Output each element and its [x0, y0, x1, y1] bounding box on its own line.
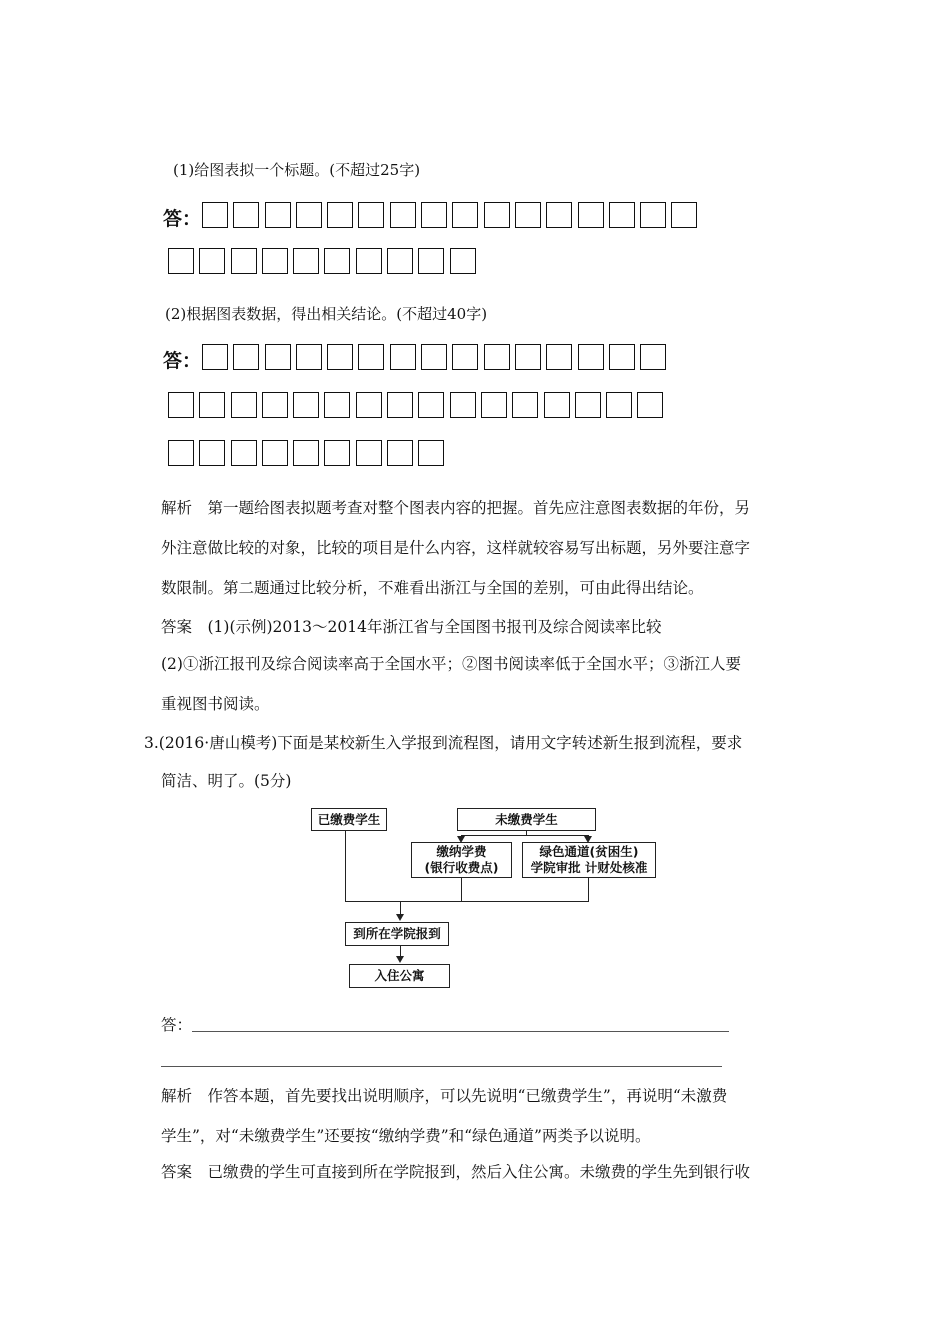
- grid-cell[interactable]: [609, 202, 635, 228]
- q2-answer-grid-row-3[interactable]: [168, 440, 450, 466]
- grid-cell[interactable]: [233, 344, 259, 370]
- connector-green-down: [588, 878, 589, 902]
- grid-cell[interactable]: [481, 392, 507, 418]
- arrow-to-pay: [457, 836, 465, 843]
- grid-cell[interactable]: [296, 202, 322, 228]
- grid-cell[interactable]: [546, 344, 572, 370]
- grid-cell[interactable]: [356, 392, 382, 418]
- grid-cell[interactable]: [358, 202, 384, 228]
- grid-cell[interactable]: [168, 440, 194, 466]
- flowchart-box-paid: 已缴费学生: [311, 808, 387, 831]
- flowchart-green-line2: 学院审批 计财处核准: [530, 860, 648, 875]
- analysis1-line1: 解析 第一题给图表拟题考查对整个图表内容的把握。首先应注意图表数据的年份，另: [161, 499, 751, 517]
- grid-cell[interactable]: [262, 440, 288, 466]
- grid-cell[interactable]: [265, 202, 291, 228]
- answer3-line1: 答案 已缴费的学生可直接到所在学院报到，然后入住公寓。未缴费的学生先到银行收: [161, 1163, 751, 1181]
- grid-cell[interactable]: [387, 248, 413, 274]
- grid-cell[interactable]: [199, 440, 225, 466]
- answer-line-2[interactable]: [161, 1066, 722, 1067]
- grid-cell[interactable]: [296, 344, 322, 370]
- flowchart-box-dorm: 入住公寓: [349, 964, 450, 988]
- q2-answer-grid-row-2[interactable]: [168, 392, 669, 418]
- q2-answer-label: 答：: [163, 350, 202, 372]
- grid-cell[interactable]: [640, 202, 666, 228]
- grid-cell[interactable]: [202, 202, 228, 228]
- flowchart-box-report: 到所在学院报到: [345, 922, 449, 946]
- grid-cell[interactable]: [546, 202, 572, 228]
- grid-cell[interactable]: [233, 202, 259, 228]
- flowchart-pay-line1: 缴纳学费: [436, 844, 487, 859]
- q2-answer-grid-row-1[interactable]: [202, 344, 671, 370]
- flowchart-green-line1: 绿色通道(贫困生): [539, 844, 639, 859]
- grid-cell[interactable]: [515, 344, 541, 370]
- grid-cell[interactable]: [452, 344, 478, 370]
- grid-cell[interactable]: [293, 248, 319, 274]
- grid-cell[interactable]: [484, 202, 510, 228]
- grid-cell[interactable]: [358, 344, 384, 370]
- grid-cell[interactable]: [640, 344, 666, 370]
- grid-cell[interactable]: [609, 344, 635, 370]
- grid-cell[interactable]: [199, 248, 225, 274]
- arrow-to-report: [396, 914, 404, 921]
- grid-cell[interactable]: [262, 392, 288, 418]
- q1-prompt: (1)给图表拟一个标题。(不超过25字): [173, 161, 421, 179]
- grid-cell[interactable]: [293, 440, 319, 466]
- grid-cell[interactable]: [418, 248, 444, 274]
- grid-cell[interactable]: [293, 392, 319, 418]
- grid-cell[interactable]: [231, 392, 257, 418]
- flowchart-pay-line2: (银行收费点): [424, 860, 499, 875]
- answer1-line3: 重视图书阅读。: [161, 695, 270, 713]
- flowchart-box-green-channel: [522, 842, 656, 878]
- q1-answer-grid-row-1[interactable]: [202, 202, 703, 228]
- grid-cell[interactable]: [544, 392, 570, 418]
- grid-cell[interactable]: [421, 344, 447, 370]
- question3-answer-label: 答：: [161, 1016, 193, 1034]
- grid-cell[interactable]: [575, 392, 601, 418]
- grid-cell[interactable]: [262, 248, 288, 274]
- flowchart-box-pay-tuition: [411, 842, 512, 878]
- answer-line-1[interactable]: [192, 1031, 729, 1032]
- arrow-to-green: [584, 836, 592, 843]
- analysis1-line2: 外注意做比较的对象，比较的项目是什么内容，这样就较容易写出标题，另外要注意字: [161, 539, 751, 557]
- grid-cell[interactable]: [515, 202, 541, 228]
- q1-answer-grid-row-2[interactable]: [168, 248, 481, 274]
- grid-cell[interactable]: [327, 202, 353, 228]
- grid-cell[interactable]: [390, 344, 416, 370]
- question3-line1: 3.(2016·唐山模考)下面是某校新生入学报到流程图，请用文字转述新生报到流程，要求: [144, 734, 743, 752]
- grid-cell[interactable]: [452, 202, 478, 228]
- grid-cell[interactable]: [512, 392, 538, 418]
- grid-cell[interactable]: [324, 248, 350, 274]
- grid-cell[interactable]: [231, 248, 257, 274]
- grid-cell[interactable]: [324, 440, 350, 466]
- answer1-line2: (2)①浙江报刊及综合阅读率高于全国水平；②图书阅读率低于全国水平；③浙江人要: [161, 655, 741, 673]
- grid-cell[interactable]: [421, 202, 447, 228]
- grid-cell[interactable]: [484, 344, 510, 370]
- analysis3-line2: 学生”，对“未缴费学生”还要按“缴纳学费”和“绿色通道”两类予以说明。: [161, 1127, 651, 1145]
- grid-cell[interactable]: [387, 440, 413, 466]
- grid-cell[interactable]: [356, 440, 382, 466]
- grid-cell[interactable]: [578, 344, 604, 370]
- grid-cell[interactable]: [356, 248, 382, 274]
- grid-cell[interactable]: [327, 344, 353, 370]
- grid-cell[interactable]: [450, 248, 476, 274]
- connector-to-report: [400, 901, 401, 915]
- q2-prompt: (2)根据图表数据，得出相关结论。(不超过40字): [165, 305, 488, 323]
- flowchart-box-unpaid: 未缴费学生: [457, 808, 596, 831]
- grid-cell[interactable]: [450, 392, 476, 418]
- grid-cell[interactable]: [606, 392, 632, 418]
- grid-cell[interactable]: [202, 344, 228, 370]
- connector-pay-down: [461, 878, 462, 902]
- analysis3-line1: 解析 作答本题，首先要找出说明顺序，可以先说明“已缴费学生”，再说明“未激费: [161, 1087, 728, 1105]
- grid-cell[interactable]: [265, 344, 291, 370]
- grid-cell[interactable]: [390, 202, 416, 228]
- arrow-to-dorm: [396, 956, 404, 963]
- analysis1-line3: 数限制。第二题通过比较分析，不难看出浙江与全国的差别，可由此得出结论。: [161, 579, 704, 597]
- grid-cell[interactable]: [418, 392, 444, 418]
- grid-cell[interactable]: [168, 248, 194, 274]
- grid-cell[interactable]: [324, 392, 350, 418]
- connector-paid-down: [345, 831, 346, 902]
- grid-cell[interactable]: [387, 392, 413, 418]
- connector-unpaid-split: [461, 835, 589, 836]
- grid-cell[interactable]: [231, 440, 257, 466]
- grid-cell[interactable]: [578, 202, 604, 228]
- grid-cell[interactable]: [637, 392, 663, 418]
- grid-cell[interactable]: [418, 440, 444, 466]
- grid-cell[interactable]: [199, 392, 225, 418]
- q1-answer-label: 答：: [163, 208, 202, 230]
- grid-cell[interactable]: [168, 392, 194, 418]
- grid-cell[interactable]: [671, 202, 697, 228]
- question3-line2: 简洁、明了。(5分): [161, 772, 292, 790]
- answer1-line1: 答案 (1)(示例)2013～2014年浙江省与全国图书报刊及综合阅读率比较: [161, 618, 662, 636]
- connector-merge: [345, 901, 589, 902]
